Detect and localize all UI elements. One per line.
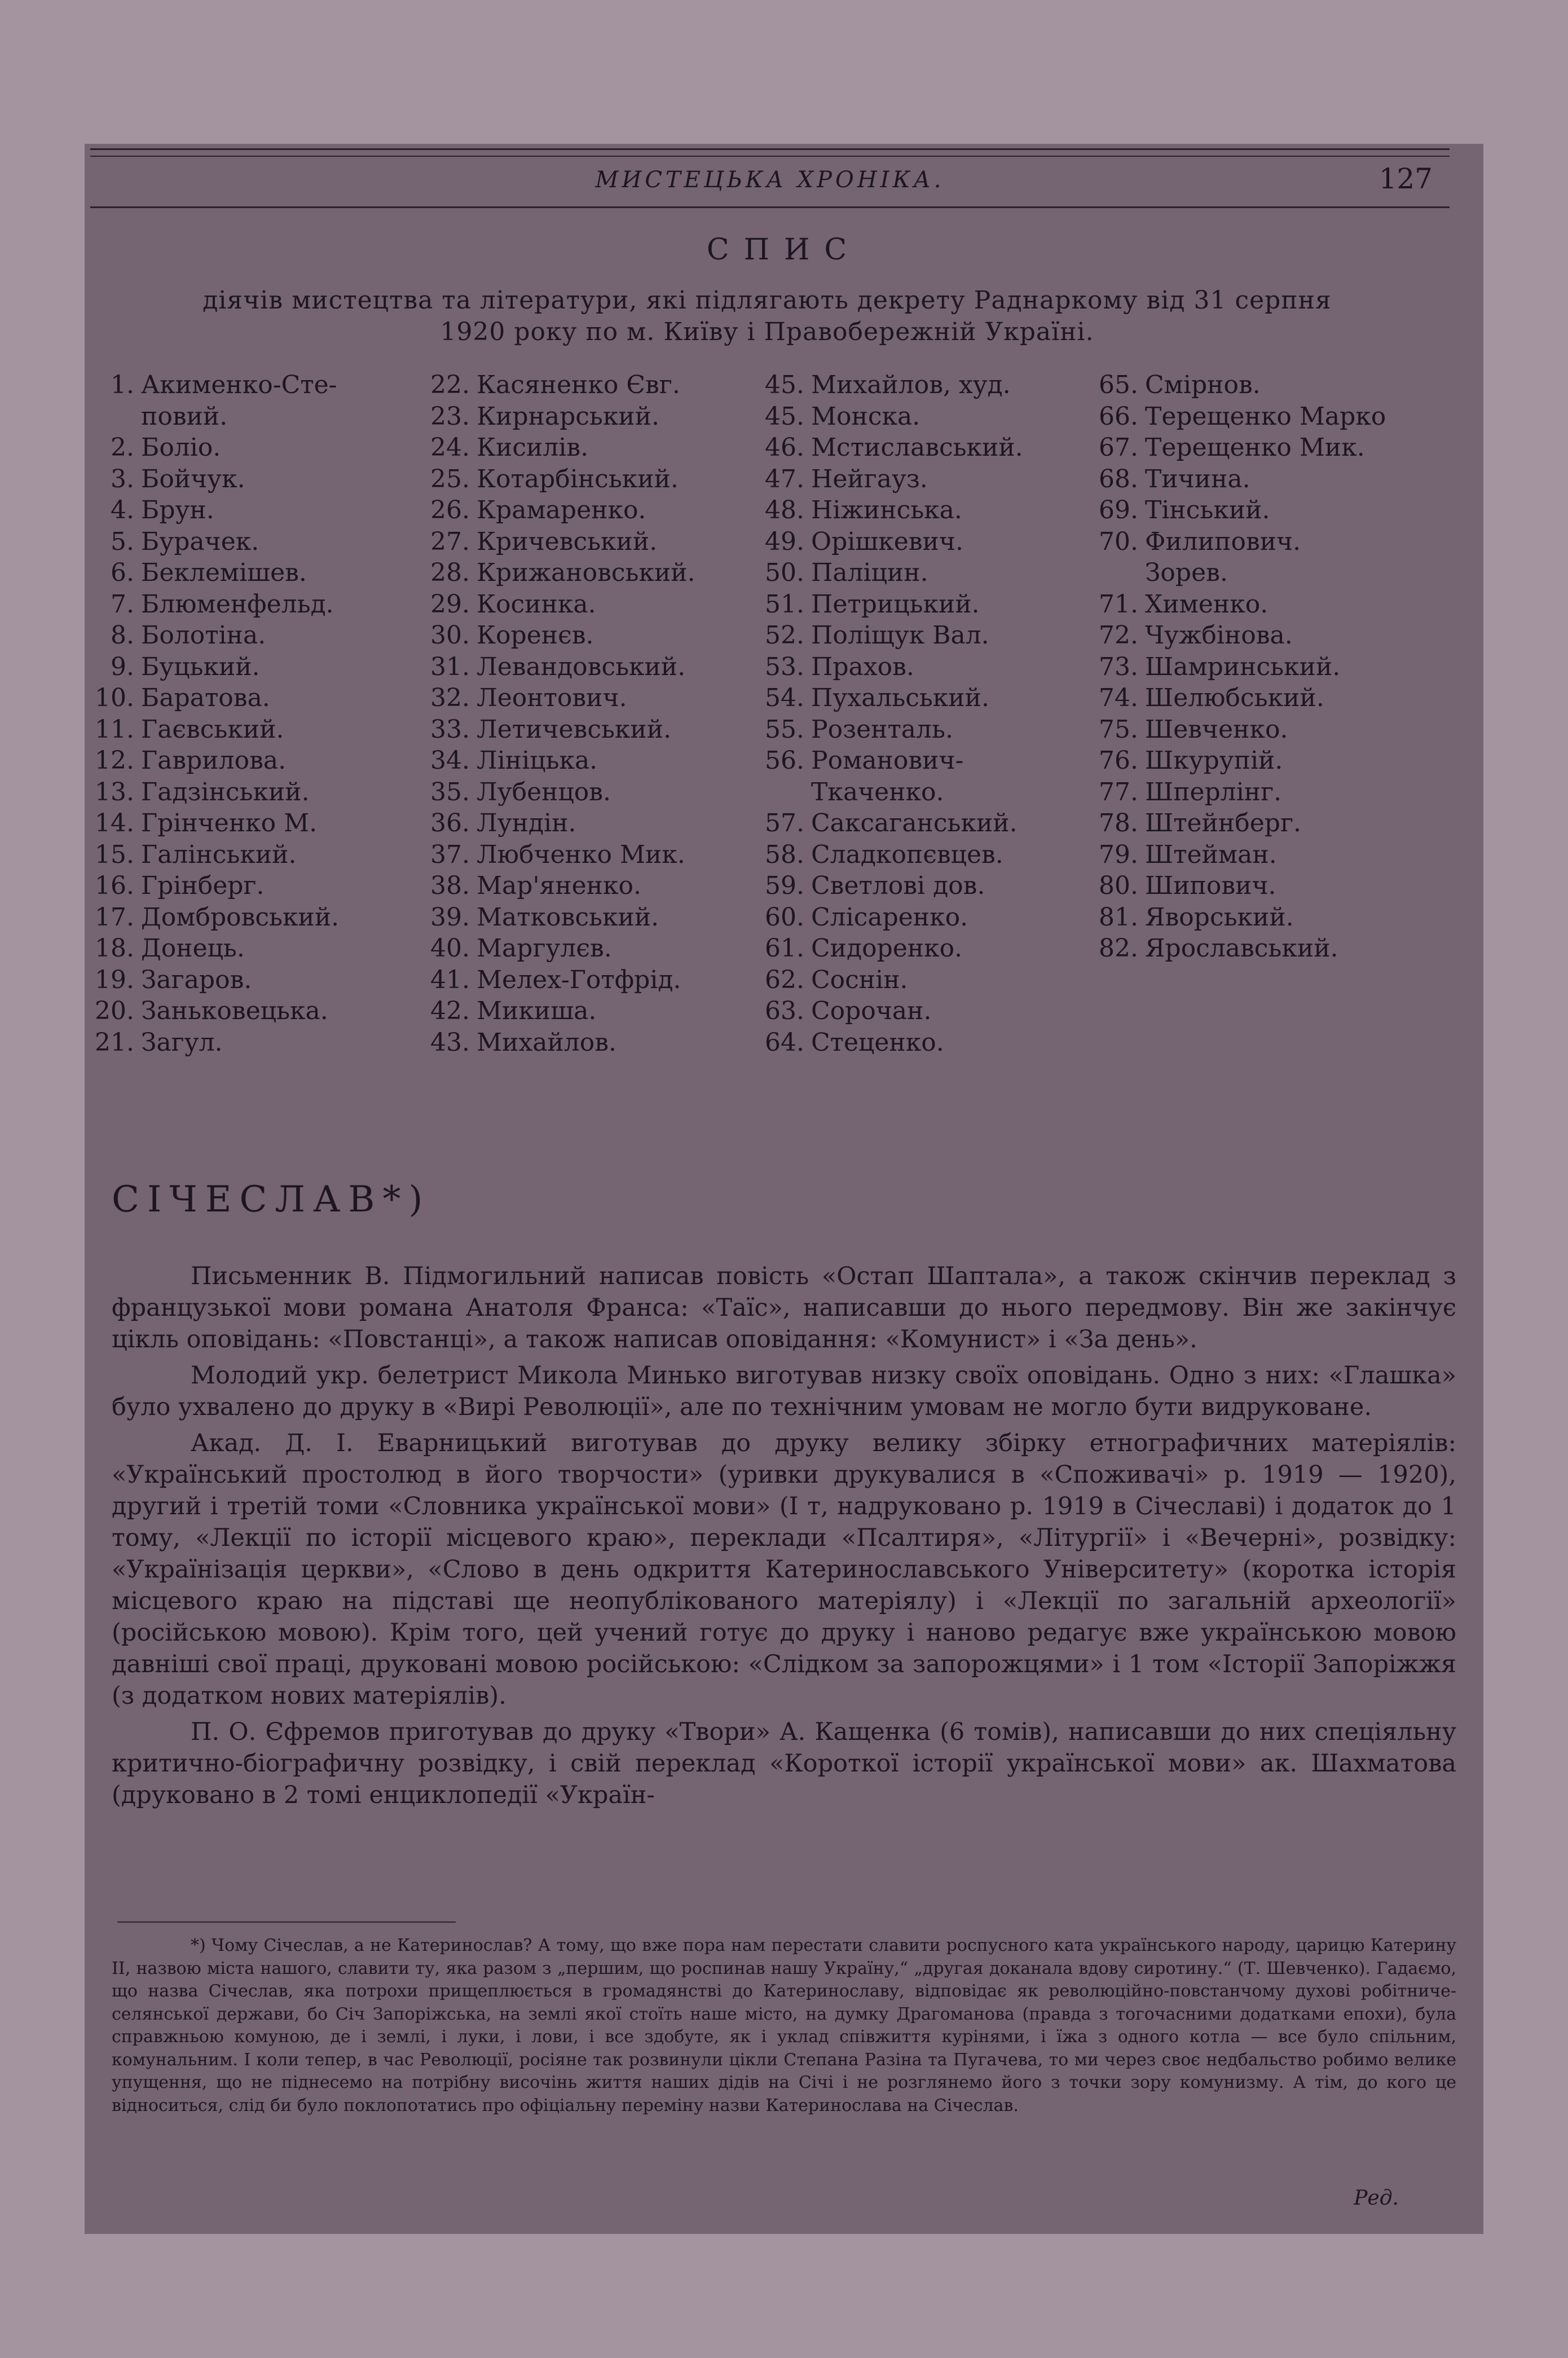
list-item <box>85 995 339 1027</box>
list-item-number: 74. <box>1099 684 1138 712</box>
list-item-name: Чужбінова. <box>1145 621 1293 650</box>
list-item-name: Котарбінський. <box>477 464 679 493</box>
list-item-name: Загул. <box>141 1028 223 1057</box>
names-column-3 <box>755 369 1023 1058</box>
list-item <box>755 620 1023 651</box>
list-item <box>420 808 695 839</box>
list-item-number: 63. <box>765 997 804 1025</box>
list-item-number: 82. <box>1099 934 1138 963</box>
list-item <box>1089 432 1386 464</box>
list-item <box>85 870 339 902</box>
list-item-number: 27. <box>430 527 470 556</box>
list-item-number: 60. <box>765 902 804 932</box>
list-item-number: 76. <box>1099 746 1138 775</box>
list-item-name: Шперлінг. <box>1145 777 1282 806</box>
list-item <box>420 933 695 964</box>
list-item-name: Ніжинська. <box>811 496 962 525</box>
list-item-number: 22. <box>430 371 470 399</box>
list-item <box>420 714 695 746</box>
list-item <box>1089 589 1386 620</box>
list-item-number: 52. <box>765 621 804 650</box>
list-item-name: Ткаченко. <box>811 777 944 806</box>
list-item <box>85 401 339 433</box>
list-item-name: Шевченко. <box>1145 715 1288 744</box>
list-item <box>420 401 695 433</box>
list-item-number: 18. <box>95 934 134 963</box>
list-item-number: 79. <box>1099 840 1138 869</box>
list-item-name: Домбровський. <box>141 902 340 932</box>
names-column-1 <box>85 369 339 1058</box>
list-item <box>85 808 339 839</box>
list-item <box>755 933 1023 964</box>
list-item-number: 77. <box>1099 777 1138 806</box>
list-item-number: 30. <box>430 621 470 650</box>
list-item-name: Леонтович. <box>477 684 627 712</box>
list-item-name: Слісаренко. <box>811 902 968 932</box>
list-item-name: Михайлов, худ. <box>811 371 1011 399</box>
list-item-name: Мстиславський. <box>811 433 1023 462</box>
list-item-number: 23. <box>430 402 470 431</box>
list-item-number: 81. <box>1099 902 1138 932</box>
section-heading: СІЧЕСЛАВ*) <box>112 1179 431 1220</box>
list-item-name: Грінченко М. <box>141 809 318 838</box>
list-item <box>755 902 1023 933</box>
list-item-number: 39. <box>430 902 470 932</box>
list-item-number: 51. <box>765 589 804 619</box>
list-item-name: Косинка. <box>477 589 596 619</box>
list-item-name: Орішкевич. <box>811 527 963 556</box>
header-rule <box>90 156 1450 157</box>
list-item-name: Маргулєв. <box>477 934 612 963</box>
list-item-number: 40. <box>430 934 470 963</box>
list-item-name: Левандовський. <box>477 652 686 681</box>
list-item-name: Баратова. <box>141 684 270 712</box>
list-item <box>1089 464 1386 495</box>
list-item-name: Матковський. <box>477 902 659 932</box>
list-item-number: 78. <box>1099 809 1138 838</box>
list-item-name: Стеценко. <box>811 1028 944 1057</box>
list-item <box>755 714 1023 746</box>
paragraph: П. О. Єфремов приготував до друку «Твори» А. Кащенка (6 томів), написавши до них спеціяльну критично-біографичну розвідку, і свій переклад «Короткої історії української мови» ак. Шахматова (друковано в 2 томі енциклопедії «Україн- <box>112 1718 1456 1809</box>
list-item-number: 28. <box>430 558 470 587</box>
list-item <box>85 902 339 933</box>
list-item-number: 54. <box>765 684 804 712</box>
list-item-number: 4. <box>111 496 134 525</box>
names-column-4 <box>1089 369 1386 964</box>
list-item-name: Мелех-Готфрід. <box>477 965 681 994</box>
list-item <box>85 589 339 620</box>
list-item <box>85 369 339 401</box>
list-item-name: Шипович. <box>1145 871 1276 900</box>
list-item-name: Галінський. <box>141 840 297 869</box>
list-item-number: 53. <box>765 652 804 681</box>
list-subtitle-line: 1920 року по м. Київу і Правобережній Україні. <box>440 318 1094 346</box>
list-item <box>420 495 695 526</box>
list-item <box>755 745 1023 777</box>
list-item <box>755 651 1023 683</box>
list-item-number: 29. <box>430 589 470 619</box>
list-item <box>755 995 1023 1027</box>
list-item-number: 58. <box>765 840 804 869</box>
list-item-name: Шамринський. <box>1145 652 1341 681</box>
list-item-number: 37. <box>430 840 470 869</box>
list-subtitle-line: діячів мистецтва та літератури, які підлягають декрету Раднаркому від 31 серпня <box>202 286 1332 315</box>
list-item-number: 59. <box>765 871 804 900</box>
paragraph: Письменник В. Підмогильний написав повість «Остап Шаптала», а також скінчив переклад з французької мови романа Анатоля Франса: «Таїс», написавши до нього передмову. Він же закінчує цікль оповідань: «Повстанці», а також написав оповідання: «Комунист» і «За день». <box>112 1262 1456 1354</box>
list-item-number: 42. <box>430 997 470 1025</box>
list-item-number: 26. <box>430 496 470 525</box>
list-item <box>755 808 1023 839</box>
list-item-name: Лініцька. <box>477 746 598 775</box>
list-item-number: 70. <box>1099 527 1138 556</box>
list-item-name: Тичина. <box>1145 464 1250 493</box>
list-item-name: Филипович. <box>1145 527 1301 556</box>
list-item-name: Шкурупій. <box>1145 746 1283 775</box>
list-item-number: 72. <box>1099 621 1138 650</box>
list-item-number: 38. <box>430 871 470 900</box>
list-item-number: 24. <box>430 433 470 462</box>
list-item-name: Сладкопєвцев. <box>811 840 1003 869</box>
list-item <box>420 464 695 495</box>
list-item <box>755 777 1023 808</box>
paragraph: Молодий укр. белетрист Микола Минько виготував низку своїх оповідань. Одно з них: «Глашка» було ухвалено до друку в «Вирі Революції», але по технічним умовам не могло бути видруковане. <box>112 1361 1456 1421</box>
article-body <box>112 1260 1456 1815</box>
list-item-number: 21. <box>95 1028 134 1057</box>
list-item <box>420 777 695 808</box>
list-item-name: Терещенко Мик. <box>1145 433 1365 462</box>
list-item-name: Гаврилова. <box>141 746 287 775</box>
list-item <box>420 526 695 558</box>
list-item-name: Боліо. <box>141 433 221 462</box>
list-item-name: Загаров. <box>141 965 252 994</box>
list-item-name: Мар'яненко. <box>477 871 641 900</box>
list-item-name: Кисилів. <box>477 433 589 462</box>
list-item <box>420 557 695 589</box>
list-item-name: Крамаренко. <box>477 496 646 525</box>
list-item <box>85 526 339 558</box>
list-item-name: Буцький. <box>141 652 260 681</box>
list-item <box>85 777 339 808</box>
list-item-number: 3. <box>111 464 134 493</box>
list-item-name: Прахов. <box>811 652 914 681</box>
list-item-number: 57. <box>765 809 804 838</box>
list-item <box>85 620 339 651</box>
list-item <box>1089 369 1386 401</box>
list-item <box>1089 902 1386 933</box>
list-item-name: Кричевський. <box>477 527 658 556</box>
list-item <box>755 401 1023 433</box>
list-item <box>755 1027 1023 1059</box>
list-item <box>755 464 1023 495</box>
list-item-number: 80. <box>1099 871 1138 900</box>
list-item <box>420 839 695 871</box>
list-item-name: Светлові дов. <box>811 871 985 900</box>
list-item-number: 10. <box>95 684 134 712</box>
list-item-number: 50. <box>765 558 804 587</box>
list-item <box>85 682 339 714</box>
list-item-number: 64. <box>765 1028 804 1057</box>
list-item-name: Бойчук. <box>141 464 245 493</box>
list-item-number: 11. <box>95 715 134 744</box>
footnote: *) Чому Січеслав, а не Катеринослав? А тому, що вже пора нам перестати славити роспусного ката українського народу, царицю Катерину II, назвою міста нашого, славити ту, яка разом з „першим, що роспинав нашу Україну,“ „другая доканала вдову сиротину.“ (Т. Шевченко). Гадаємо, що назва Січеслав, яка потрохи прищеплюється в громадянстві до Катеринославу, відповідає як революційно-повстанчому духові робітниче-селянської держави, бо Січ Запоріжська, на землі якої стоїть наше місто, на думку Драгоманова (правда з тогочасними додатками епохи), була справжньою комуною, де і землі, і луки, і лови, і все здобуте, як і уклад співжиття курінями, і їжа з одного котла — все було спільним, комунальним. І коли тепер, в час Революції, росіяне так розвинули цікли Степана Разіна та Пугачева, то ми через своє недбальство робимо велике упущення, що не піднесемо на потрібну височінь життя наших дідів на Січі і не розглянемо його з точки зору комунизму. А тім, до кого це відноситься, слід би було поклопотатись про офіціальну переміну назви Катеринослава на Січеслав. <box>112 1936 1456 2115</box>
list-item-number: 45. <box>765 402 804 431</box>
list-item-number: 41. <box>430 965 470 994</box>
editor-signature: Ред. <box>1354 2187 1399 2210</box>
page-number: 127 <box>1378 162 1433 195</box>
list-item <box>420 902 695 933</box>
list-item-number: 9. <box>111 652 134 681</box>
list-item-number: 45. <box>765 371 804 399</box>
list-item-number: 16. <box>95 871 134 900</box>
list-item-name: Яворський. <box>1145 902 1294 932</box>
list-item-name: Нейгауз. <box>811 464 928 493</box>
list-item-name: Болотіна. <box>141 621 266 650</box>
list-item <box>85 839 339 871</box>
list-item-name: Беклемішев. <box>141 558 307 587</box>
list-item-name: Зорев. <box>1145 558 1228 587</box>
list-item-number: 7. <box>111 589 134 619</box>
list-item-number: 36. <box>430 809 470 838</box>
list-item <box>1089 401 1386 433</box>
list-item <box>420 369 695 401</box>
list-item-name: Летичевський. <box>477 715 672 744</box>
list-item <box>755 839 1023 871</box>
list-item <box>85 964 339 996</box>
list-item <box>420 964 695 996</box>
list-item <box>755 870 1023 902</box>
footnote-divider <box>117 1921 456 1923</box>
list-item-name: повий. <box>141 402 228 431</box>
list-item-name: Грінберг. <box>141 871 265 900</box>
list-item <box>420 589 695 620</box>
list-item-number: 31. <box>430 652 470 681</box>
list-item-name: Монска. <box>811 402 920 431</box>
list-item <box>1089 495 1386 526</box>
paragraph: Акад. Д. І. Еварницький виготував до друку велику збірку етнографичних матеріялів: «Український простолюд в його творчости» (уривки друкувалися в «Споживачі» р. 1919 — 1920), другий і третій томи «Словника української мови» (І т, надруковано р. 1919 в Січеславі) і додаток до 1 тому, «Лекції по історії місцевого краю», переклади «Псалтиря», «Літургії» і «Вечерні», розвідку: «Українізація церкви», «Слово в день одкриття Катеринославського Університету» (коротка історія місцевого краю на підставі ще неопублікованого матеріялу) і «Лекції по загальній археології» (російською мовою). Крім того, цей учений готує до друку і наново редагує вже українською мовою давніші свої праці, друковані мовою російською: «Слідком за запорожцями» і 1 том «Історії Запоріжжя (з додатком нових матеріялів). <box>112 1429 1456 1710</box>
list-item-number: 75. <box>1099 715 1138 744</box>
list-item-number: 17. <box>95 902 134 932</box>
list-item-number: 55. <box>765 715 804 744</box>
list-item-number: 43. <box>430 1028 470 1057</box>
list-item-name: Хименко. <box>1145 589 1269 619</box>
list-item-number: 61. <box>765 934 804 963</box>
list-item <box>755 369 1023 401</box>
list-item-number: 5. <box>111 527 134 556</box>
list-item-name: Блюменфельд. <box>141 589 334 619</box>
list-item-name: Донець. <box>141 934 245 963</box>
list-item-number: 32. <box>430 684 470 712</box>
list-item-number: 65. <box>1099 371 1138 399</box>
list-item-name: Шелюбський. <box>1145 684 1324 712</box>
list-item <box>420 682 695 714</box>
list-item-number: 73. <box>1099 652 1138 681</box>
list-item <box>1089 714 1386 746</box>
list-item-name: Сорочан. <box>811 997 932 1025</box>
list-item <box>85 745 339 777</box>
list-item-number: 2. <box>111 433 134 462</box>
list-item-number: 1. <box>111 371 134 399</box>
list-item <box>85 714 339 746</box>
list-item-name: Касяненко Євг. <box>477 371 680 399</box>
list-item-name: Паліцин. <box>811 558 928 587</box>
list-item-name: Ярославський. <box>1145 934 1338 963</box>
list-item-name: Саксаганський. <box>811 809 1018 838</box>
list-item <box>1089 682 1386 714</box>
list-item-name: Михайлов. <box>477 1028 616 1057</box>
list-item-name: Петрицький. <box>811 589 980 619</box>
list-item-name: Розенталь. <box>811 715 953 744</box>
names-column-2 <box>420 369 695 1058</box>
list-item-number: 62. <box>765 965 804 994</box>
list-item-number: 69. <box>1099 496 1138 525</box>
list-item <box>85 933 339 964</box>
list-item-name: Акименко-Сте- <box>141 371 337 399</box>
list-item-name: Смірнов. <box>1145 371 1261 399</box>
list-item-number: 15. <box>95 840 134 869</box>
list-item-name: Гадзінський. <box>141 777 310 806</box>
list-item-name: Заньковецька. <box>141 997 328 1025</box>
list-item <box>755 432 1023 464</box>
list-item-number: 34. <box>430 746 470 775</box>
list-item <box>1089 620 1386 651</box>
list-item <box>85 495 339 526</box>
list-item <box>420 745 695 777</box>
list-item-number: 35. <box>430 777 470 806</box>
list-item-name: Брун. <box>141 496 214 525</box>
list-item <box>1089 870 1386 902</box>
list-item-number: 66. <box>1099 402 1138 431</box>
list-item-name: Микиша. <box>477 997 597 1025</box>
list-item <box>420 432 695 464</box>
list-item-name: Бурачек. <box>141 527 259 556</box>
list-item-number: 67. <box>1099 433 1138 462</box>
list-item <box>755 682 1023 714</box>
list-item-name: Терещенко Марко <box>1145 402 1386 431</box>
list-item-name: Романович- <box>811 746 964 775</box>
list-item-name: Соснін. <box>811 965 908 994</box>
list-item <box>755 526 1023 558</box>
list-title: СПИС <box>706 233 862 267</box>
list-item <box>755 557 1023 589</box>
list-item-number: 13. <box>95 777 134 806</box>
list-item-number: 71. <box>1099 589 1138 619</box>
list-item-name: Штейнберг. <box>1145 809 1301 838</box>
list-item-name: Сидоренко. <box>811 934 963 963</box>
list-item-number: 47. <box>765 464 804 493</box>
list-item <box>420 870 695 902</box>
list-item <box>85 557 339 589</box>
list-item <box>420 1027 695 1059</box>
list-item <box>85 651 339 683</box>
list-item <box>755 495 1023 526</box>
list-item <box>1089 745 1386 777</box>
list-item <box>755 589 1023 620</box>
list-item-name: Лундін. <box>477 809 576 838</box>
list-item-name: Пухальський. <box>811 684 989 712</box>
list-item-number: 33. <box>430 715 470 744</box>
list-item <box>1089 933 1386 964</box>
list-item <box>1089 777 1386 808</box>
list-item-number: 8. <box>111 621 134 650</box>
list-item <box>1089 808 1386 839</box>
list-item <box>1089 651 1386 683</box>
list-item <box>420 651 695 683</box>
magazine-page <box>85 144 1483 2234</box>
list-item <box>1089 557 1386 589</box>
list-item-name: Коренєв. <box>477 621 594 650</box>
list-item-number: 20. <box>95 997 134 1025</box>
list-item-name: Любченко Мик. <box>477 840 685 869</box>
list-item-name: Штейман. <box>1145 840 1277 869</box>
list-item-number: 6. <box>111 558 134 587</box>
list-item-number: 12. <box>95 746 134 775</box>
list-item-name: Тінський. <box>1145 496 1270 525</box>
list-item-name: Лубенцов. <box>477 777 611 806</box>
list-item <box>1089 839 1386 871</box>
list-item <box>755 964 1023 996</box>
list-item-name: Поліщук Вал. <box>811 621 989 650</box>
running-header <box>90 148 1450 208</box>
running-title: МИСТЕЦЬКА ХРОНІКА. <box>595 167 945 193</box>
list-item-number: 48. <box>765 496 804 525</box>
list-item-number: 56. <box>765 746 804 775</box>
list-item-number: 68. <box>1099 464 1138 493</box>
list-item <box>85 1027 339 1059</box>
list-item <box>85 432 339 464</box>
list-item-name: Кирнарський. <box>477 402 660 431</box>
list-item <box>85 464 339 495</box>
list-item <box>420 620 695 651</box>
list-item-number: 46. <box>765 433 804 462</box>
list-item <box>420 995 695 1027</box>
list-item-number: 19. <box>95 965 134 994</box>
list-item <box>1089 526 1386 558</box>
list-subtitle <box>85 285 1450 348</box>
list-item-name: Крижановський. <box>477 558 695 587</box>
list-item-number: 14. <box>95 809 134 838</box>
list-item-number: 25. <box>430 464 470 493</box>
list-item-name: Гаєвський. <box>141 715 284 744</box>
list-item-number: 49. <box>765 527 804 556</box>
